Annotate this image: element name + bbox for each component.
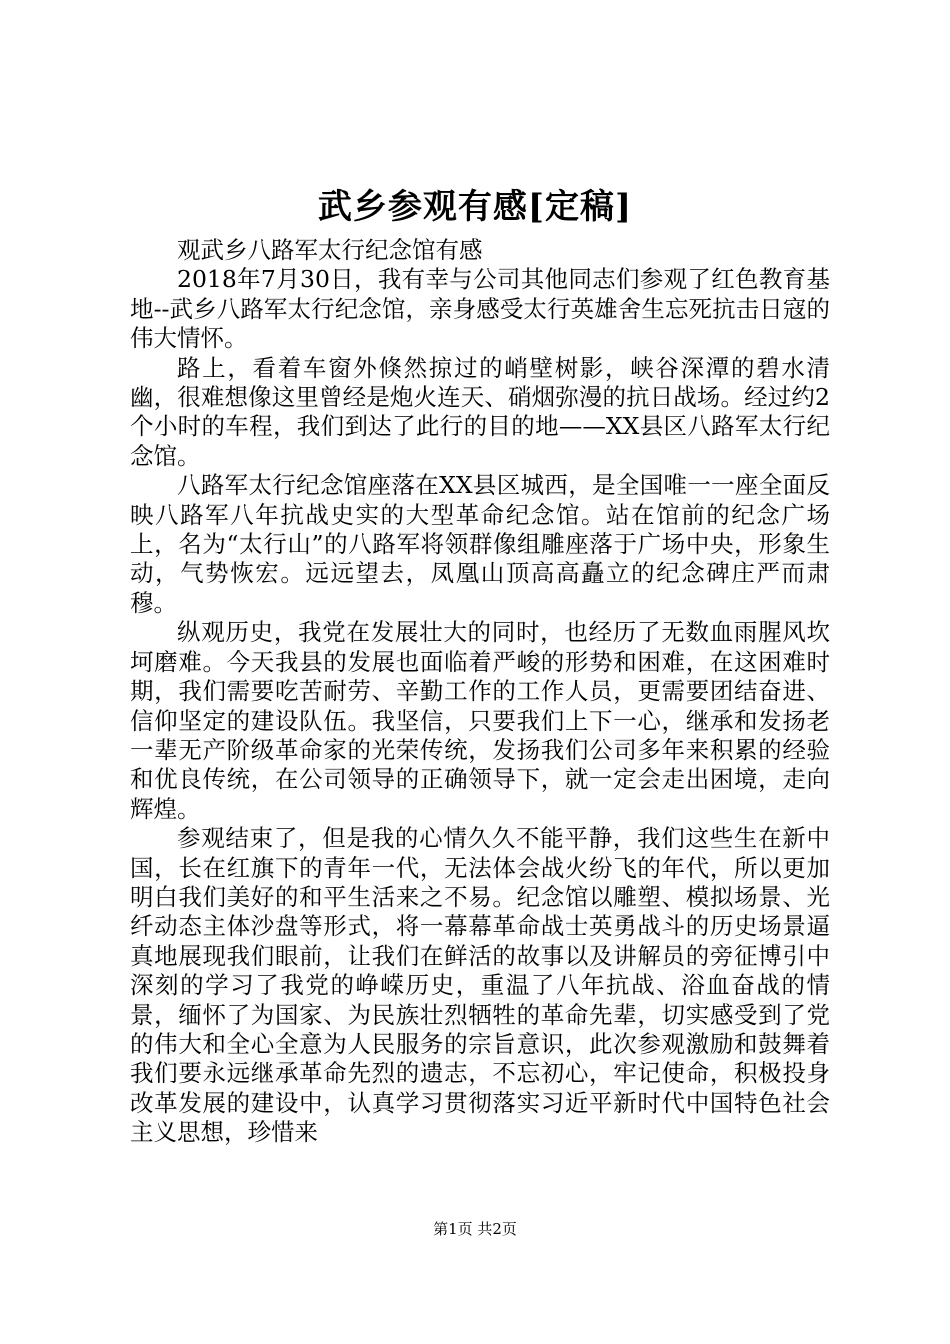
paragraph: 路上，看着车窗外倏然掠过的峭壁树影，峡谷深潭的碧水清幽，很难想像这里曾经是炮火连天、硝烟弥漫的抗日战场。经过约2个小时的车程，我们到达了此行的目的地——XX县区八路军太行纪念馆。 (130, 353, 830, 470)
page-number-footer: 第1页 共2页 (433, 1220, 517, 1238)
document-body (130, 236, 830, 1148)
paragraph: 八路军太行纪念馆座落在XX县区城西，是全国唯一一座全面反映八路军八年抗战史实的大型革命纪念馆。站在馆前的纪念广场上，名为“太行山”的八路军将领群像组雕座落于广场中央，形象生动，气势恢宏。远远望去，凤凰山顶高高矗立的纪念碑庄严而肃穆。 (130, 471, 830, 617)
document-title: 武乡参观有感[定稿] (317, 187, 633, 227)
paragraph: 纵观历史，我党在发展壮大的同时，也经历了无数血雨腥风坎坷磨难。今天我县的发展也面临着严峻的形势和困难，在这困难时期，我们需要吃苦耐劳、辛勤工作的工作人员，更需要团结奋进、信仰坚定的建设队伍。我坚信，只要我们上下一心，继承和发扬老一辈无产阶级革命家的光荣传统，发扬我们公司多年来积累的经验和优良传统，在公司领导的正确领导下，就一定会走出困境，走向辉煌。 (130, 618, 830, 823)
paragraph: 参观结束了，但是我的心情久久不能平静，我们这些生在新中国，长在红旗下的青年一代，无法体会战火纷飞的年代，所以更加明白我们美好的和平生活来之不易。纪念馆以雕塑、模拟场景、光纤动态主体沙盘等形式，将一幕幕革命战士英勇战斗的历史场景逼真地展现我们眼前，让我们在鲜活的故事以及讲解员的旁征博引中深刻的学习了我党的峥嵘历史，重温了八年抗战、浴血奋战的情景，缅怀了为国家、为民族壮烈牺牲的革命先辈，切实感受到了党的伟大和全心全意为人民服务的宗旨意识，此次参观激励和鼓舞着我们要永远继承革命先烈的遗志，不忘初心，牢记使命，积极投身改革发展的建设中，认真学习贯彻落实习近平新时代中国特色社会主义思想，珍惜来 (130, 824, 830, 1147)
document-subtitle: 观武乡八路军太行纪念馆有感 (177, 236, 483, 264)
paragraph: 2018年7月30日，我有幸与公司其他同志们参观了红色教育基地--武乡八路军太行纪念馆，亲身感受太行英雄舍生忘死抗击日寇的伟大情怀。 (130, 265, 830, 353)
